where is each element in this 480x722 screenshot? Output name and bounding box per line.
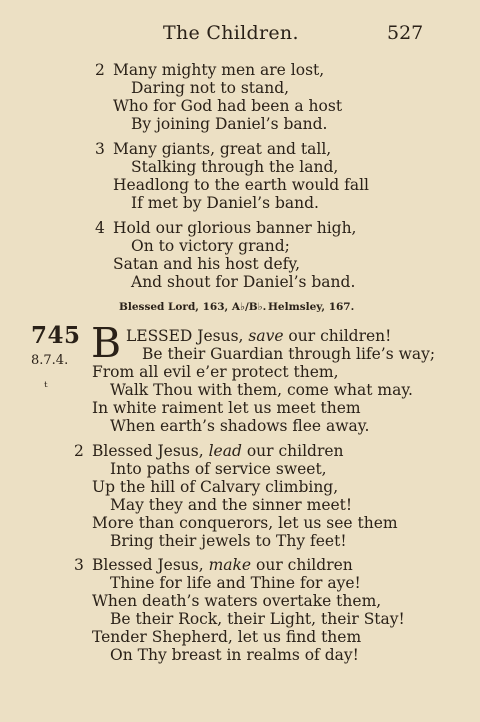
verse-line: Stalking through the land, <box>131 158 339 176</box>
verse-line: Be their Guardian through life’s way; <box>142 345 436 363</box>
verse-line: Up the hill of Calvary climbing, <box>92 478 339 496</box>
verse-line: More than conquerors, let us see them <box>92 514 398 532</box>
verse-line: Be their Rock, their Light, their Stay! <box>110 610 405 628</box>
stanza-number: 3 <box>95 140 105 158</box>
verse-line: Headlong to the earth would fall <box>113 176 370 194</box>
stanza-number: 2 <box>74 442 84 460</box>
drop-cap: B <box>91 319 122 367</box>
verse-line: Many giants, great and tall, <box>113 140 332 158</box>
stanza-number: 4 <box>95 219 105 237</box>
verse-line: May they and the sinner meet! <box>110 496 353 514</box>
verse-line: In white raiment let us meet them <box>92 399 361 417</box>
verse-line: Satan and his host defy, <box>113 255 301 273</box>
verse-line: And shout for Daniel’s band. <box>131 273 356 291</box>
running-title: The Children. <box>163 22 299 44</box>
verse-line: Tender Shepherd, let us find them <box>92 628 362 646</box>
verse-line: Bring their jewels to Thy feet! <box>110 532 347 550</box>
verse-line: If met by Daniel’s band. <box>131 194 319 212</box>
page-number: 527 <box>387 22 424 44</box>
hymn-meter: 8.7.4. <box>31 353 69 368</box>
verse-line: Who for God had been a host <box>113 97 343 115</box>
verse-line: When death’s waters overtake them, <box>92 592 382 610</box>
verse-line: Many mighty men are lost, <box>113 61 325 79</box>
tune-name-left: Blessed Lord, 163, A♭/B♭. <box>119 301 267 313</box>
verse-line: Hold our glorious banner high, <box>113 219 357 237</box>
tune-name-right: Helmsley, 167. <box>268 301 355 313</box>
verse-line: Blessed Jesus, lead our children <box>92 442 344 460</box>
stanza-number: 3 <box>74 556 84 574</box>
stanza-number: 2 <box>95 61 105 79</box>
verse-line: On to victory grand; <box>131 237 290 255</box>
verse-line: Blessed Jesus, make our children <box>92 556 353 574</box>
verse-line: Into paths of service sweet, <box>110 460 327 478</box>
verse-line: LESSED Jesus, save our children! <box>126 327 392 345</box>
hymn-mark: ₜ <box>44 375 48 391</box>
verse-line: From all evil e’er protect them, <box>92 363 339 381</box>
verse-line: When earth’s shadows flee away. <box>110 417 370 435</box>
verse-line: Thine for life and Thine for aye! <box>110 574 361 592</box>
hymn-number: 745 <box>31 322 81 349</box>
verse-line: On Thy breast in realms of day! <box>110 646 359 664</box>
verse-line: Daring not to stand, <box>131 79 290 97</box>
verse-line: By joining Daniel’s band. <box>131 115 328 133</box>
verse-line: Walk Thou with them, come what may. <box>110 381 413 399</box>
